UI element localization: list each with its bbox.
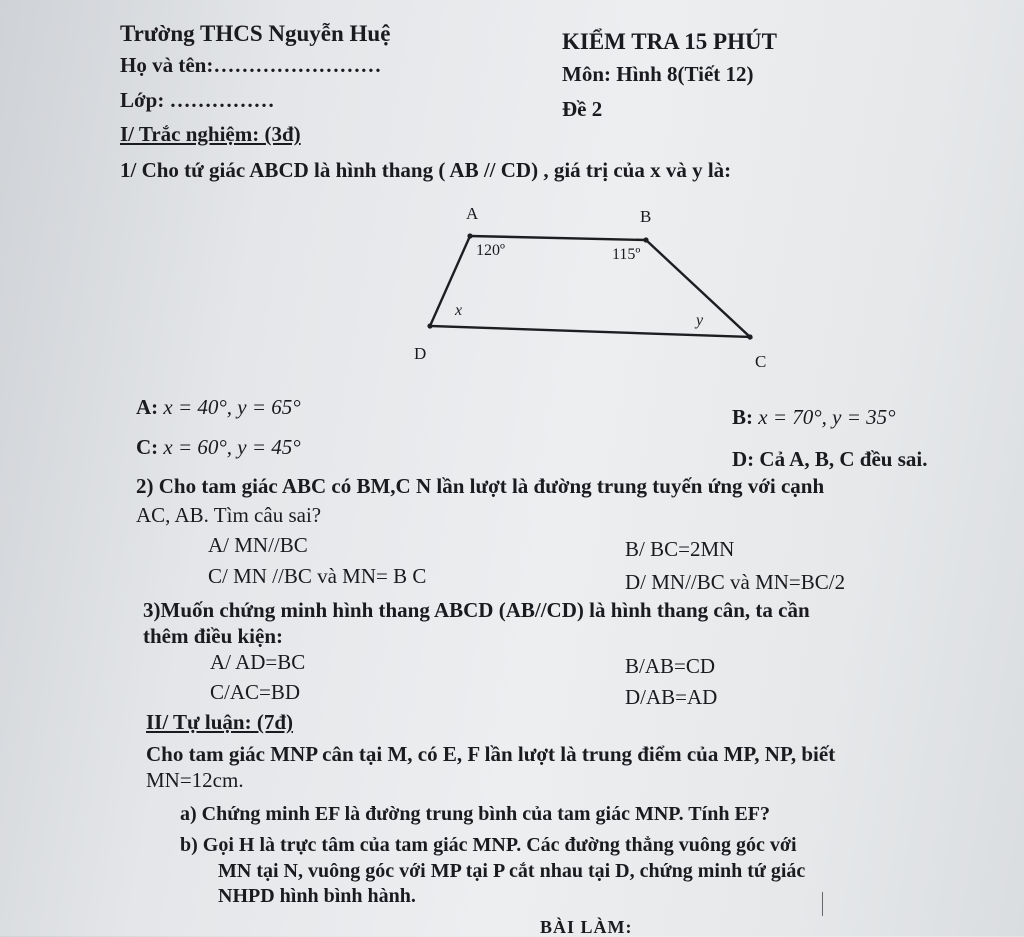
angle-a-label: 120º <box>476 242 505 259</box>
q3-option-b: B/AB=CD <box>625 654 716 678</box>
q1-option-c-text: x = 60°, y = 45° <box>163 435 301 459</box>
q3-line2: thêm điều kiện: <box>143 624 284 648</box>
exam-title: KIỂM TRA 15 PHÚT <box>562 29 777 54</box>
q3-option-a: A/ AD=BC <box>210 650 306 674</box>
essay-part-b-line3: NHPD hình bình hành. <box>218 885 416 907</box>
q2-option-c: C/ MN //BC và MN= B C <box>208 564 427 588</box>
essay-part-b-line1: b) Gọi H là trực tâm của tam giác MNP. Các đường thẳng vuông góc với <box>180 834 797 856</box>
class-field: Lớp: …………… <box>120 88 275 112</box>
vertex-b <box>643 237 648 242</box>
q3-option-d: D/AB=AD <box>625 685 718 709</box>
label-b: B <box>640 207 652 226</box>
essay-line1: Cho tam giác MNP cân tại M, có E, F lần lượt là trung điểm của MP, NP, biết <box>146 742 836 766</box>
essay-line2: MN=12cm. <box>146 768 244 792</box>
subject-label: Môn: Hình 8(Tiết 12) <box>562 62 754 86</box>
answer-heading: BÀI LÀM: <box>540 917 633 937</box>
label-d: D <box>414 344 427 363</box>
angle-b-label: 115º <box>612 246 641 263</box>
essay-part-a: a) Chứng minh EF là đường trung bình của tam giác MNP. Tính EF? <box>180 803 771 825</box>
q2-line2: AC, AB. Tìm câu sai? <box>136 503 322 527</box>
vertex-d <box>427 323 432 328</box>
q1-option-d <box>732 449 927 470</box>
name-field: Họ và tên:…………………… <box>120 53 382 77</box>
essay-part-b-line2: MN tại N, vuông góc với MP tại P cắt nhau tại D, chứng minh tứ giác <box>218 860 806 882</box>
angle-x-label: x <box>455 302 463 319</box>
vertex-a <box>467 233 472 238</box>
q2-option-b: B/ BC=2MN <box>625 537 735 561</box>
version-label: Đề 2 <box>562 97 603 121</box>
part1-title: I/ Trắc nghiệm: (3đ) <box>120 122 301 146</box>
q3-option-c: C/AC=BD <box>210 680 301 704</box>
q1-option-c <box>136 437 301 458</box>
q1-option-d-text: Cả A, B, C đều sai. <box>759 447 928 471</box>
q2-option-a: A/ MN//BC <box>208 533 308 557</box>
q1-option-a-letter: A: <box>136 395 159 419</box>
school-name: Trường THCS Nguyễn Huệ <box>120 21 391 46</box>
part2-title: II/ Tự luận: (7đ) <box>146 710 294 734</box>
q3-line1: 3)Muốn chứng minh hình thang ABCD (AB//CD) là hình thang cân, ta cần <box>143 598 810 622</box>
q1-option-c-letter: C: <box>136 435 159 459</box>
angle-y-label: y <box>696 312 704 329</box>
q1-option-b <box>732 407 896 428</box>
q1-text: 1/ Cho tứ giác ABCD là hình thang ( AB // CD) , giá trị của x và y là: <box>120 158 732 182</box>
label-c: C <box>755 352 767 371</box>
q2-line1: 2) Cho tam giác ABC có BM,C N lần lượt là đường trung tuyến ứng với cạnh <box>136 474 825 498</box>
vertex-c <box>747 334 752 339</box>
q1-option-b-text: x = 70°, y = 35° <box>758 405 896 429</box>
q2-option-d: D/ MN//BC và MN=BC/2 <box>625 570 846 594</box>
q1-option-a <box>136 397 301 418</box>
q1-option-d-letter: D: <box>732 447 755 471</box>
label-a: A <box>466 204 479 223</box>
q1-option-a-text: x = 40°, y = 65° <box>163 395 301 419</box>
text-cursor-icon <box>822 892 837 916</box>
q1-option-b-letter: B: <box>732 405 753 429</box>
